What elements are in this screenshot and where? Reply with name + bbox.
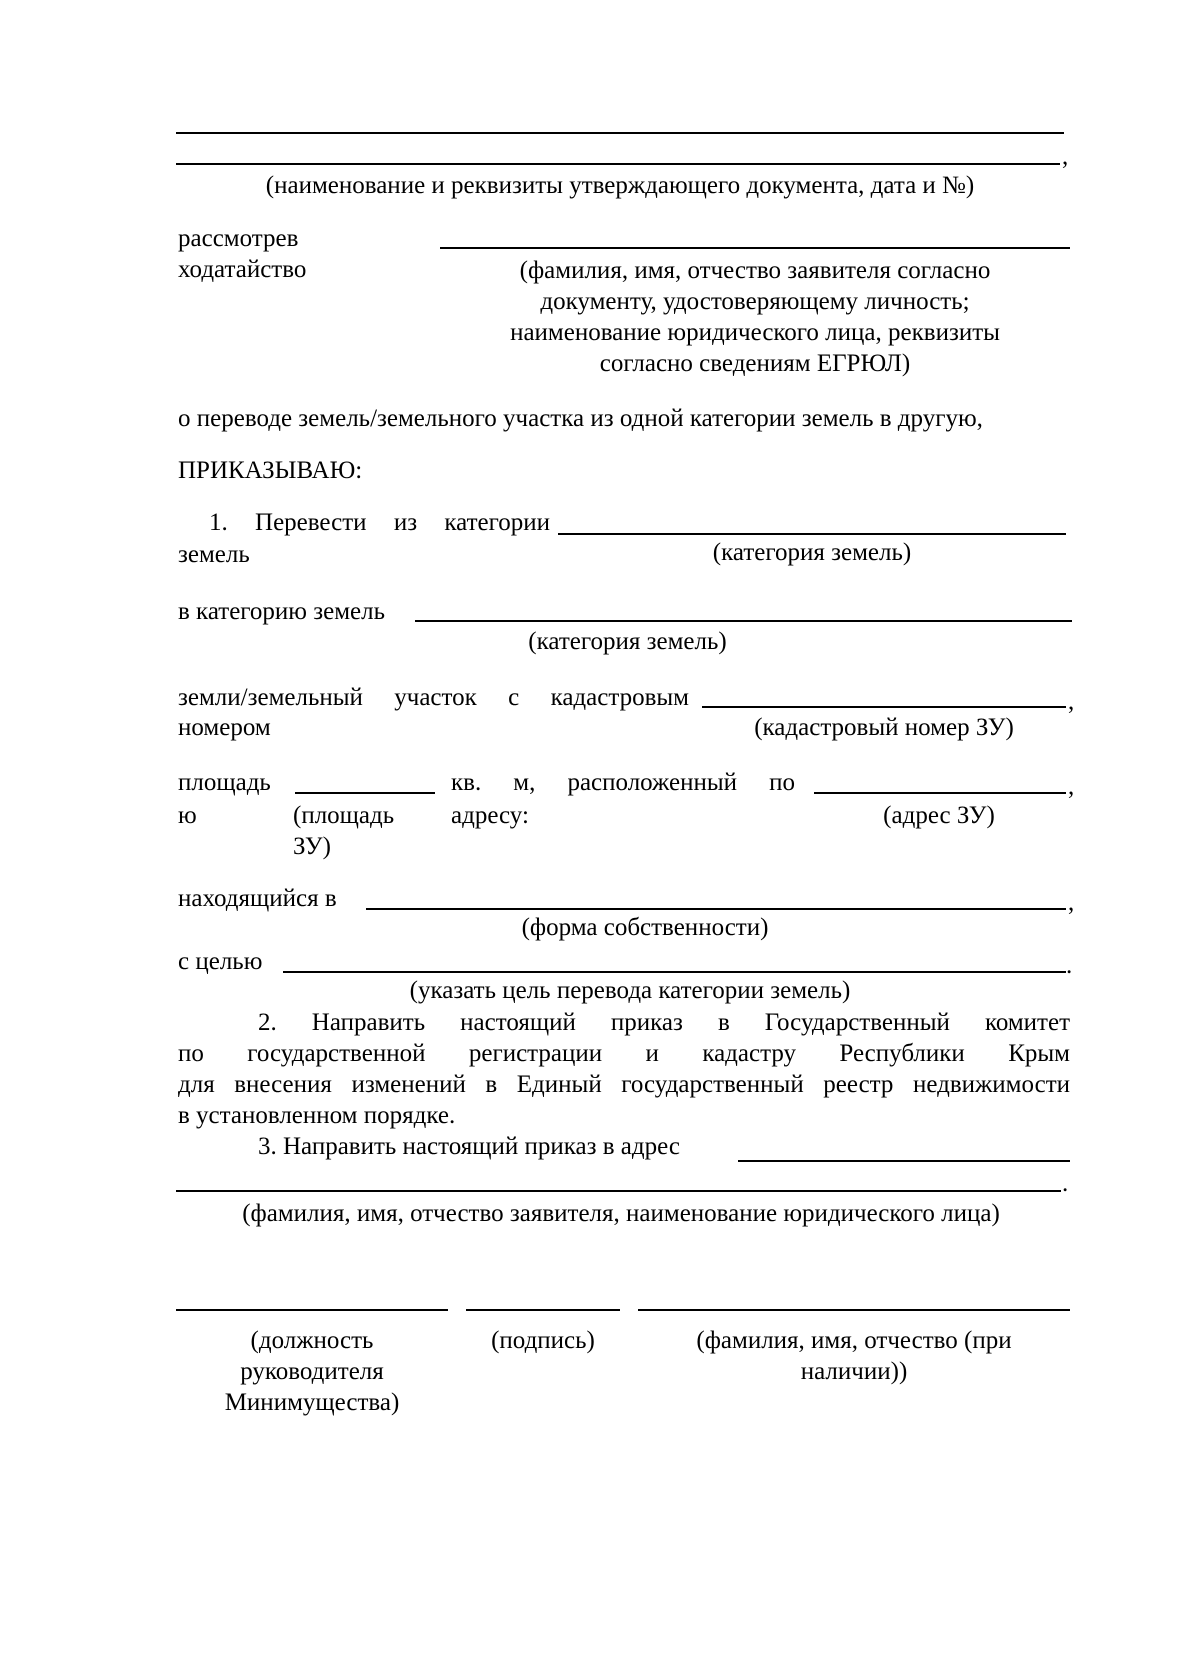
order-word: ПРИКАЗЫВАЮ: bbox=[178, 457, 363, 484]
comma: , bbox=[1062, 143, 1069, 170]
purpose-label: с целью bbox=[178, 948, 263, 975]
area-units-text: кв. м, расположенный по bbox=[451, 769, 795, 796]
item2-line-2: по государственной регистрации и кадастру Республики Крым bbox=[178, 1040, 1070, 1067]
item3-label: 3. Направить настоящий приказ в адрес bbox=[258, 1133, 680, 1160]
position-caption-line-2: руководителя bbox=[240, 1358, 384, 1385]
item1-label-part-1: 1. Перевести из категории bbox=[209, 509, 550, 536]
purpose-caption: (указать цель перевода категории земель) bbox=[409, 977, 851, 1004]
item2-line-1: 2. Направить настоящий приказ в Государственный комитет bbox=[258, 1009, 1070, 1036]
subject-line: о переводе земель/земельного участка из одной категории земель в другую, bbox=[178, 405, 983, 432]
item2-line-3: для внесения изменений в Единый государственный реестр недвижимости bbox=[178, 1071, 1070, 1098]
comma: , bbox=[1068, 688, 1075, 715]
comma: , bbox=[1068, 889, 1075, 916]
comma: , bbox=[1068, 773, 1075, 800]
area-blank-line[interactable] bbox=[295, 792, 435, 794]
address-caption: (адрес ЗУ) bbox=[883, 802, 995, 829]
to-category-blank-line[interactable] bbox=[415, 620, 1072, 622]
ownership-label: находящийся в bbox=[178, 885, 337, 912]
item1-label-part-2: земель bbox=[178, 541, 250, 568]
full-name-blank-line[interactable] bbox=[638, 1309, 1070, 1311]
position-caption-line-1: (должность bbox=[250, 1327, 374, 1354]
item3-address-blank-line-1[interactable] bbox=[738, 1160, 1070, 1162]
approving-doc-caption: (наименование и реквизиты утверждающего документа, дата и №) bbox=[265, 172, 975, 199]
cadastral-label-part-2: номером bbox=[178, 714, 271, 741]
item2-line-4: в установленном порядке. bbox=[178, 1102, 456, 1129]
cadastral-number-blank-line[interactable] bbox=[702, 706, 1066, 708]
to-category-caption: (категория земель) bbox=[528, 628, 727, 655]
period: . bbox=[1062, 1170, 1069, 1197]
petitioner-caption-line-2: документу, удостоверяющему личность; bbox=[540, 288, 970, 315]
petition-label-line-2: ходатайство bbox=[178, 256, 307, 283]
petitioner-blank-line[interactable] bbox=[440, 247, 1070, 249]
petitioner-caption-line-1: (фамилия, имя, отчество заявителя согласно bbox=[519, 257, 991, 284]
ownership-blank-line[interactable] bbox=[366, 908, 1066, 910]
from-category-caption: (категория земель) bbox=[712, 539, 912, 566]
period: . bbox=[1066, 952, 1073, 979]
approving-doc-blank-line-2[interactable] bbox=[176, 163, 1060, 165]
signature-caption: (подпись) bbox=[491, 1327, 595, 1354]
signature-blank-line[interactable] bbox=[466, 1309, 620, 1311]
address-blank-line[interactable] bbox=[814, 792, 1066, 794]
purpose-blank-line[interactable] bbox=[283, 971, 1066, 973]
from-category-blank-line[interactable] bbox=[558, 533, 1066, 535]
to-category-label: в категорию земель bbox=[178, 598, 385, 625]
petitioner-caption-line-3: наименование юридического лица, реквизиты bbox=[510, 319, 1000, 346]
area-label-part-1: площадь bbox=[178, 769, 271, 796]
area-caption-line-2: ЗУ) bbox=[293, 833, 331, 860]
item3-address-blank-line-2[interactable] bbox=[176, 1190, 1061, 1192]
position-blank-line[interactable] bbox=[176, 1309, 448, 1311]
position-caption-line-3: Минимущества) bbox=[224, 1389, 400, 1416]
petition-label-line-1: рассмотрев bbox=[178, 225, 299, 252]
area-caption-line-1: (площадь bbox=[293, 802, 395, 829]
address-label: адресу: bbox=[451, 802, 529, 829]
cadastral-label-part-1: земли/земельный участок с кадастровым bbox=[178, 684, 689, 711]
full-name-caption-line-2: наличии)) bbox=[800, 1358, 908, 1385]
full-name-caption-line-1: (фамилия, имя, отчество (при bbox=[696, 1327, 1012, 1354]
cadastral-number-caption: (кадастровый номер ЗУ) bbox=[754, 714, 1014, 741]
ownership-caption: (форма собственности) bbox=[521, 914, 769, 941]
approving-doc-blank-line-1[interactable] bbox=[176, 132, 1064, 134]
area-label-part-2: ю bbox=[178, 802, 197, 829]
petitioner-caption-line-4: согласно сведениям ЕГРЮЛ) bbox=[599, 350, 911, 377]
item3-caption: (фамилия, имя, отчество заявителя, наименование юридического лица) bbox=[242, 1200, 1000, 1227]
